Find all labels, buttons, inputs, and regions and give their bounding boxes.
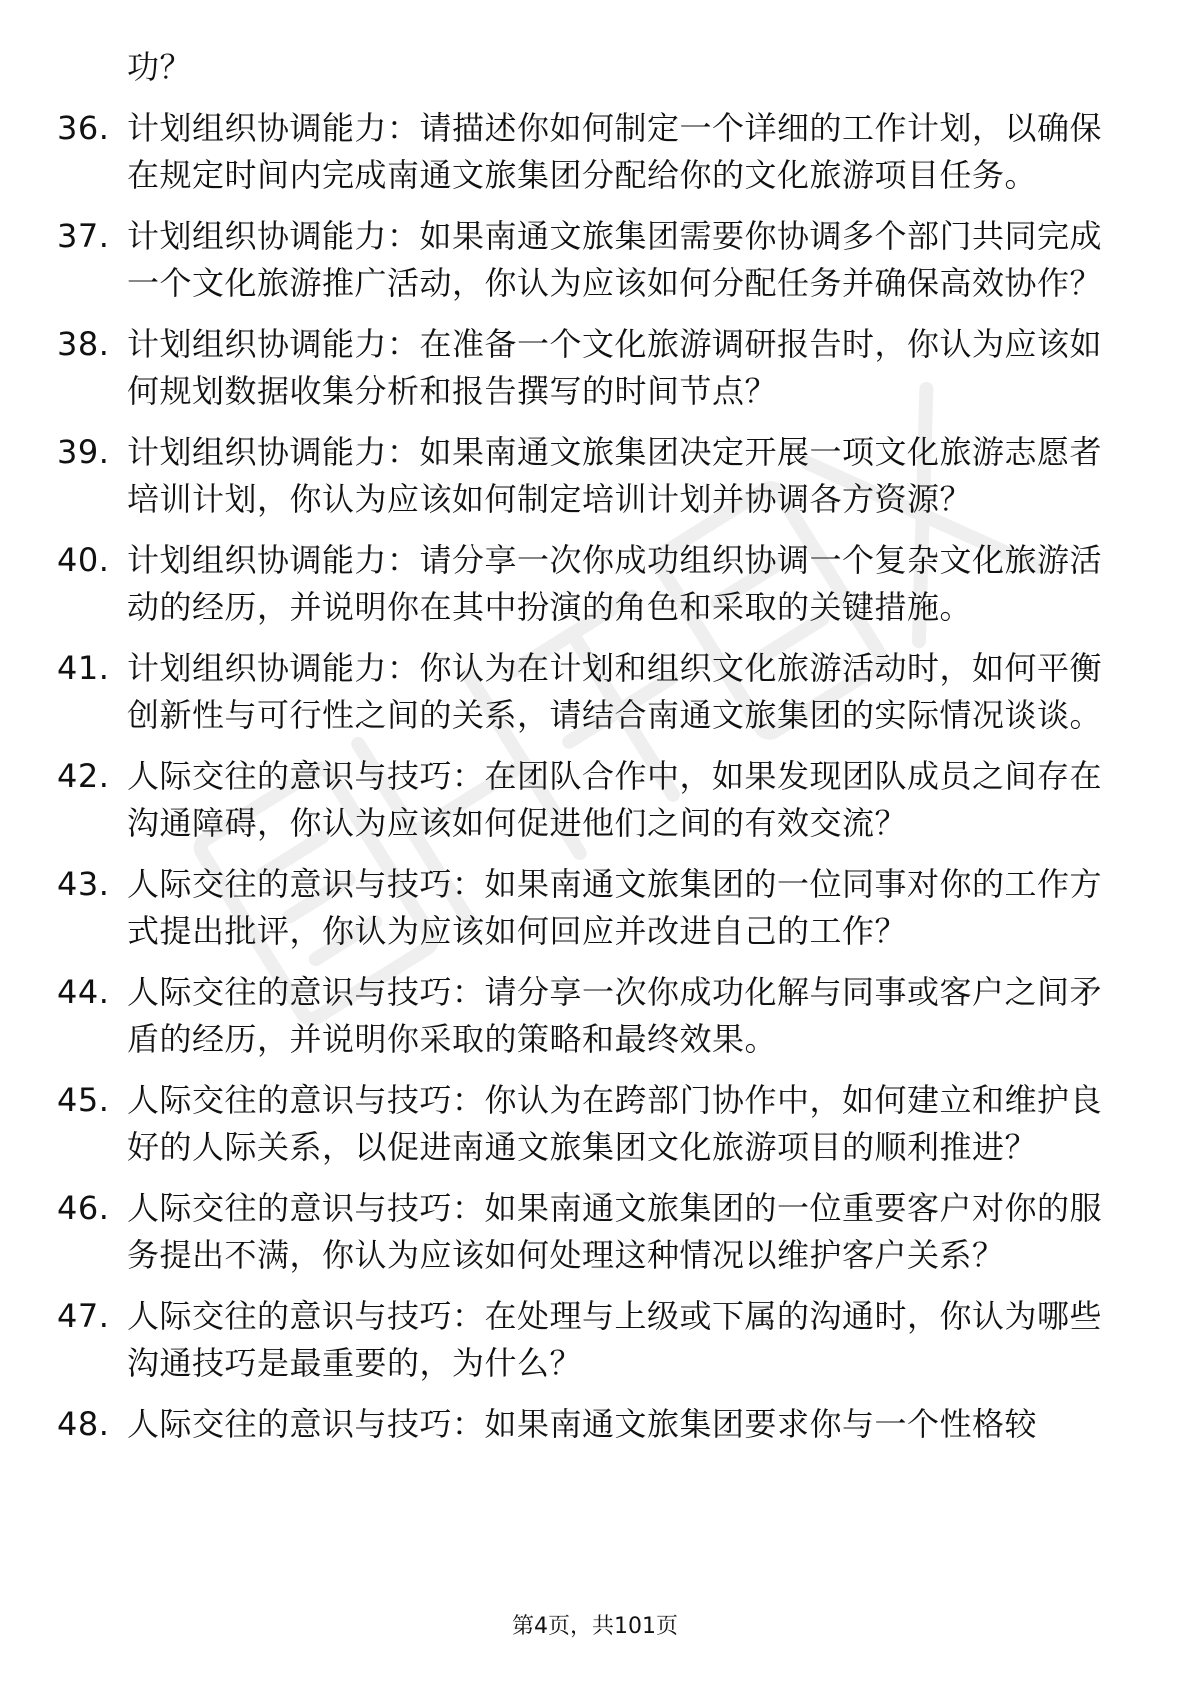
item-number: 42. [57,757,110,795]
list-item [0,1077,1190,1171]
list-item [0,321,1190,415]
list-item [0,1293,1190,1387]
item-text: 计划组织协调能力：如果南通文旅集团需要你协调多个部门共同完成一个文化旅游推广活动，你认为应该如何分配任务并确保高效协作？ [127,217,1103,302]
list-item [0,429,1190,523]
item-number: 37. [57,217,110,255]
list-item [0,44,1190,91]
item-text: 人际交往的意识与技巧：如果南通文旅集团的一位重要客户对你的服务提出不满，你认为应该如何处理这种情况以维护客户关系？ [127,1189,1103,1274]
list-item [0,969,1190,1063]
item-number: 40. [57,541,110,579]
item-number: 41. [57,649,110,687]
list-item [0,213,1190,307]
item-number: 38. [57,325,110,363]
page-footer [0,1612,1190,1642]
list-item [0,753,1190,847]
page-number-label: 第4页，共101页 [512,1614,678,1639]
item-text: 人际交往的意识与技巧：如果南通文旅集团的一位同事对你的工作方式提出批评，你认为应该如何回应并改进自己的工作？ [127,865,1103,950]
item-number: 46. [57,1189,110,1227]
item-text: 计划组织协调能力：请描述你如何制定一个详细的工作计划，以确保在规定时间内完成南通文旅集团分配给你的文化旅游项目任务。 [127,109,1103,194]
list-item [0,645,1190,739]
item-text: 人际交往的意识与技巧：在处理与上级或下属的沟通时，你认为哪些沟通技巧是最重要的，为什么？ [127,1297,1103,1382]
item-number: 44. [57,973,110,1011]
item-text: 功？ [127,48,193,86]
list-item [0,861,1190,955]
item-number: 43. [57,865,110,903]
item-number: 36. [57,109,110,147]
item-text: 人际交往的意识与技巧：如果南通文旅集团要求你与一个性格较 [127,1405,1038,1443]
item-text: 计划组织协调能力：如果南通文旅集团决定开展一项文化旅游志愿者培训计划，你认为应该如何制定培训计划并协调各方资源？ [127,433,1103,518]
item-text: 人际交往的意识与技巧：你认为在跨部门协作中，如何建立和维护良好的人际关系，以促进南通文旅集团文化旅游项目的顺利推进？ [127,1081,1103,1166]
list-item [0,537,1190,631]
question-list [0,44,1190,1462]
item-text: 人际交往的意识与技巧：请分享一次你成功化解与同事或客户之间矛盾的经历，并说明你采取的策略和最终效果。 [127,973,1103,1058]
item-text: 计划组织协调能力：在准备一个文化旅游调研报告时，你认为应该如何规划数据收集分析和报告撰写的时间节点？ [127,325,1103,410]
item-text: 人际交往的意识与技巧：在团队合作中，如果发现团队成员之间存在沟通障碍，你认为应该如何促进他们之间的有效交流？ [127,757,1103,842]
item-number: 48. [57,1405,110,1443]
item-number: 45. [57,1081,110,1119]
item-number: 47. [57,1297,110,1335]
list-item [0,1401,1190,1448]
list-item [0,105,1190,199]
item-text: 计划组织协调能力：请分享一次你成功组织协调一个复杂文化旅游活动的经历，并说明你在其中扮演的角色和采取的关键措施。 [127,541,1103,626]
list-item [0,1185,1190,1279]
item-text: 计划组织协调能力：你认为在计划和组织文化旅游活动时，如何平衡创新性与可行性之间的关系，请结合南通文旅集团的实际情况谈谈。 [127,649,1103,734]
item-number: 39. [57,433,110,471]
